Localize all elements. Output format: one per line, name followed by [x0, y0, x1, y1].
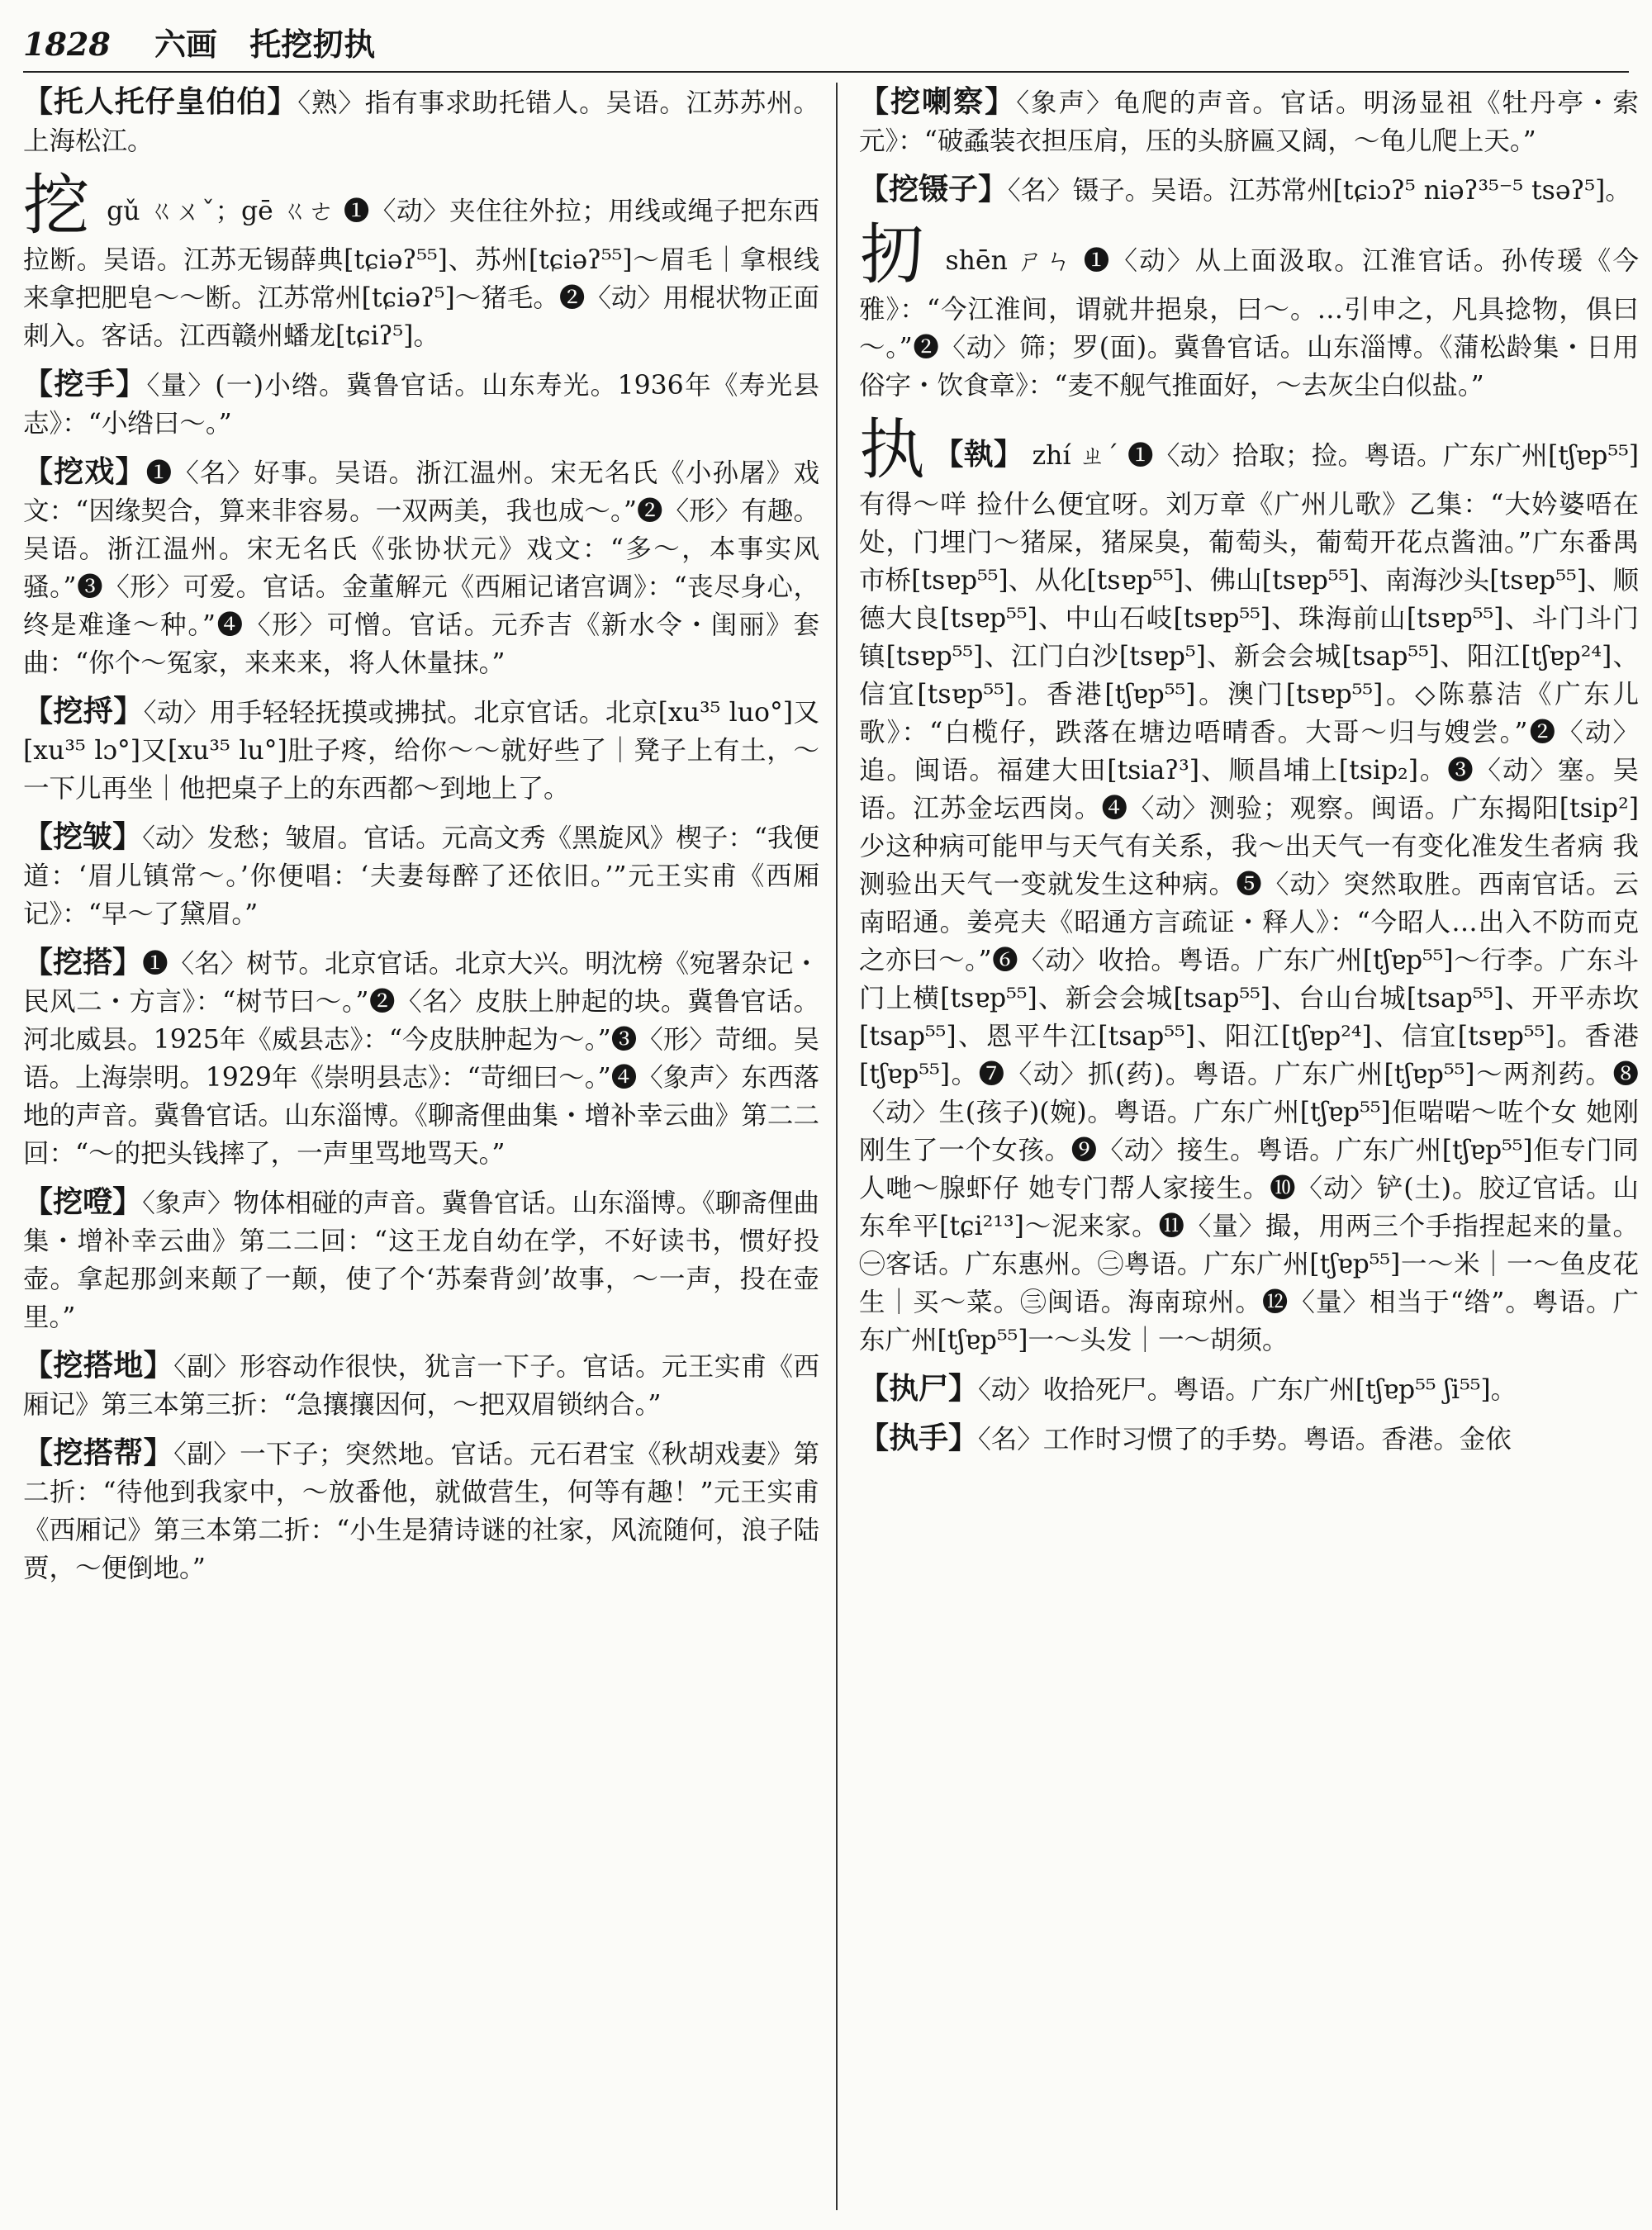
- entry-headword: 【挖搭帮】: [23, 1435, 174, 1470]
- entry-headword: 【挖喇察】: [859, 84, 1017, 119]
- dictionary-entry: [23, 692, 819, 808]
- dictionary-entry: [859, 170, 1639, 210]
- dictionary-entry: [859, 83, 1639, 160]
- entry-headword: 【挖噔】: [23, 1184, 143, 1219]
- dictionary-entry: [23, 167, 819, 355]
- entry-text: 〈副〉一下子；突然地。官话。元石君宝《秋胡戏妻》第二折：“待他到我家中，～放番他，就做营生，何等有趣！”元王实甫《西厢记》第三本第二折：“小生是猜诗谜的社家，风流随何，浪子陆贾，～便倒地。”: [23, 1440, 819, 1583]
- entry-headword: 【挖手】: [23, 367, 147, 401]
- main-character: 执: [859, 411, 926, 488]
- entry-headword: 【挖搭地】: [23, 1348, 174, 1383]
- dictionary-entry: [23, 1346, 819, 1424]
- dictionary-entry: [859, 1369, 1639, 1409]
- dictionary-entry: [859, 216, 1639, 405]
- entry-text: 〈名〉工作时习惯了的手势。粤语。香港。金依: [978, 1425, 1512, 1454]
- dictionary-entry: [23, 1183, 819, 1336]
- column-divider: [836, 83, 838, 2210]
- entry-headword: 【挖捋】: [23, 694, 144, 728]
- entry-text: 〈名〉镊子。吴语。江苏常州[tɕiɔʔ⁵ niəʔ³⁵⁻⁵ tsəʔ⁵]。: [1008, 176, 1631, 206]
- page-number: 1828: [23, 26, 111, 63]
- dictionary-entry: [23, 365, 819, 443]
- page-header: [23, 18, 1629, 73]
- entry-headword: 【挖戏】: [23, 454, 146, 489]
- dictionary-entry: [23, 943, 819, 1173]
- entry-headword: 【执尸】: [859, 1371, 979, 1406]
- entry-headword: 【挖搭】: [23, 945, 143, 980]
- entry-headword: 【执手】: [859, 1421, 979, 1455]
- entry-text: 〈熟〉指有事求助托错人。吴语。江苏苏州。上海松江。: [23, 88, 819, 156]
- entry-text: zhí ㄓˊ ❶〈动〉拾取；捡。粤语。广东广州[tʃɐp⁵⁵]有得～咩 捡什么便宜呀。刘万章《广州儿歌》乙集：“大妗婆唔在处，门埋门～猪屎，猪屎臭，葡萄头，葡萄开花点酱油。”广东番禺市桥[tsɐp⁵⁵]、从化[tsɐp⁵⁵]、佛山[tsɐp⁵⁵]、南海沙头[tsɐp⁵⁵]、顺德大良[tsɐp⁵⁵]、中山石岐[tsɐp⁵⁵]、珠海前山[tsɐp⁵⁵]、斗门斗门镇[tsɐp⁵⁵]、江门白沙[tsɐp⁵]、新会会城[tsap⁵⁵]、阳江[tʃɐp²⁴]、信宜[tsɐp⁵⁵]。香港[tʃɐp⁵⁵]。澳门[tsɐp⁵⁵]。◇陈慕洁《广东儿歌》：“白榄仔，跌落在塘边唔晴香。大哥～归与嫂尝。”❷〈动〉追。闽语。福建大田[tsiaʔ³]、顺昌埔上[tsip₂]。❸〈动〉塞。吴语。江苏金坛西岗。❹〈动〉测验；观察。闽语。广东揭阳[tsip²]少这种病可能甲与天气有关系，我～出天气一有变化准发生者病 我测验出天气一变就发生这种病。❺〈动〉突然取胜。西南官话。云南昭通。姜亮夫《昭通方言疏证・释人》：“今昭人…出入不防而克之亦曰～。”❻〈动〉收拾。粤语。广东广州[tʃɐp⁵⁵]～行李。广东斗门上横[tsɐp⁵⁵]、新会会城[tsap⁵⁵]、台山台城[tsap⁵⁵]、开平赤坎[tsap⁵⁵]、恩平牛江[tsap⁵⁵]、阳江[tʃɐp²⁴]、信宜[tsɐp⁵⁵]。香港[tʃɐp⁵⁵]。❼〈动〉抓(药)。粤语。广东广州[tʃɐp⁵⁵]～两剂药。❽〈动〉生(孩子)(婉)。粤语。广东广州[tʃɐp⁵⁵]佢啱啱～咗个女 她刚刚生了一个女孩。❾〈动〉接生。粤语。广东广州[tʃɐp⁵⁵]佢专门同人哋～腺虾仔 她专门帮人家接生。❿〈动〉铲(土)。胶辽官话。山东牟平[tɕi²¹³]～泥来家。⓫〈量〉撮，用两三个手指捏起来的量。㊀客话。广东惠州。㊁粤语。广东广州[tʃɐp⁵⁵]一～米｜一～鱼皮花生｜买～菜。㊂闽语。海南琼州。⓬〈量〉相当于“绺”。粤语。广东广州[tʃɐp⁵⁵]一～头发｜一～胡须。: [859, 441, 1639, 1355]
- entry-text: 〈象声〉龟爬的声音。官话。明汤显祖《牡丹亭・索元》：“破蟊装衣担压肩，压的头脐匾又阔，～龟儿爬上天。”: [859, 88, 1639, 156]
- entry-text: shēn ㄕㄣ ❶〈动〉从上面汲取。江淮官话。孙传瑗《今雅》：“今江淮间，谓就井挹泉，曰～。…引申之，凡具捻物，俱曰～。”❷〈动〉筛；罗(面)。冀鲁官话。山东淄博。《蒲松龄集・日用俗字・饮食章》：“麦不舰气推面好，～去灰尘白似盐。”: [859, 246, 1639, 401]
- main-character: 扨: [859, 216, 928, 293]
- entry-text: 〈动〉收拾死尸。粤语。广东广州[tʃɐp⁵⁵ ʃi⁵⁵]。: [978, 1375, 1517, 1405]
- entry-text: 〈动〉发愁；皱眉。官话。元高文秀《黑旋风》楔子：“我便道：‘眉儿镇常～。’你便唱：‘夫妻每醉了还依旧。’”元王实甫《西厢记》：“早～了黛眉。”: [23, 823, 819, 929]
- entry-text: 〈动〉用手轻轻抚摸或拂拭。北京官话。北京[xu³⁵ luo°]又[xu³⁵ lɔ°]又[xu³⁵ lu°]肚子疼，给你～～就好些了｜凳子上有土，～一下儿再坐｜他把桌子上的东西都～到地上了。: [23, 698, 819, 804]
- dictionary-entry: [23, 818, 819, 933]
- entry-text: ❶〈名〉好事。吴语。浙江温州。宋无名氏《小孙屠》戏文：“因缘契合，算来非容易。一双两美，我也成～。”❷〈形〉有趣。吴语。浙江温州。宋无名氏《张协状元》戏文：“多～，本事实风骚。”❸〈形〉可爱。官话。金董解元《西厢记诸宫调》：“丧尽身心，终是难逢～种。”❹〈形〉可憎。官话。元乔吉《新水令・闺丽》套曲：“你个～冤家，来来来，将人休量抹。”: [23, 458, 819, 678]
- dictionary-entry: [23, 1434, 819, 1587]
- section-label: 六画: [154, 26, 218, 63]
- left-column: [23, 83, 819, 2215]
- header-characters: 托挖扨执: [249, 26, 376, 63]
- main-character: 挖: [23, 167, 90, 244]
- dictionary-entry: [859, 1419, 1639, 1459]
- entry-text: 〈副〉形容动作很快，犹言一下子。官话。元王实甫《西厢记》第三本第三折：“急攘攘因何，～把双眉锁纳合。”: [23, 1352, 819, 1420]
- entry-text: ❶〈名〉树节。北京官话。北京大兴。明沈榜《宛署杂记・民风二・方言》：“树节曰～。”❷〈名〉皮肤上肿起的块。冀鲁官话。河北威县。1925年《威县志》：“今皮肤肿起为～。”❸〈形〉苛细。吴语。上海崇明。1929年《崇明县志》：“苛细曰～。”❹〈象声〉东西落地的声音。冀鲁官话。山东淄博。《聊斋俚曲集・增补幸云曲》第二二回：“～的把头钱摔了，一声里骂地骂天。”: [23, 949, 819, 1169]
- entry-text: 〈象声〉物体相碰的声音。冀鲁官话。山东淄博。《聊斋俚曲集・增补幸云曲》第二二回：“这王龙自幼在学，不好读书，惯好投壶。拿起那剑来颠了一颠，使了个‘苏秦背剑’故事，～一声，投在壶里。”: [23, 1189, 819, 1332]
- right-column: [859, 83, 1639, 2215]
- traditional-form: 【執】: [933, 437, 1024, 472]
- dictionary-entry: [23, 453, 819, 682]
- dictionary-entry: [23, 83, 819, 160]
- entry-headword: 【托人托仔皇伯伯】: [23, 84, 298, 119]
- dictionary-entry: [859, 411, 1639, 1359]
- entry-headword: 【挖皱】: [23, 819, 143, 854]
- entry-text: 〈量〉(一)小绺。冀鲁官话。山东寿光。1936年《寿光县志》：“小绺曰～。”: [23, 371, 819, 439]
- entry-headword: 【挖镊子】: [859, 172, 1009, 206]
- entry-text: gǔ ㄍㄨˇ；gē ㄍㄜ ❶〈动〉夹住往外拉；用线或绳子把东西拉断。吴语。江苏无锡薛典[tɕiəʔ⁵⁵]、苏州[tɕiəʔ⁵⁵]～眉毛｜拿根线来拿把肥皂～～断。江苏常州[tɕiəʔ⁵]～猪毛。❷〈动〉用棍状物正面刺入。客话。江西赣州蟠龙[tɕiʔ⁵]。: [23, 197, 819, 351]
